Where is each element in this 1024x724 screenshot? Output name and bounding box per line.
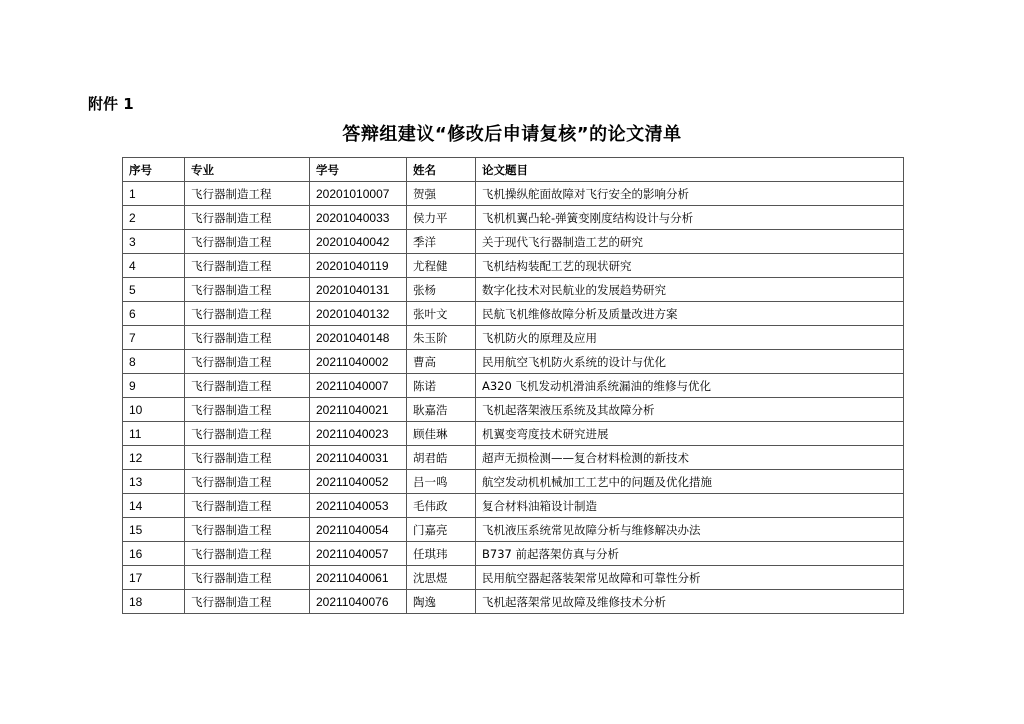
header-thesis-title: 论文题目 xyxy=(476,158,904,182)
cell-thesis-title: A320 飞机发动机滑油系统漏油的维修与优化 xyxy=(476,374,904,398)
cell-thesis-title: 民航飞机维修故障分析及质量改进方案 xyxy=(476,302,904,326)
table-row xyxy=(123,206,904,230)
cell-name: 毛伟政 xyxy=(407,494,476,518)
cell-major: 飞行器制造工程 xyxy=(185,278,310,302)
cell-name: 沈思煜 xyxy=(407,566,476,590)
cell-student-id: 20211040054 xyxy=(310,518,407,542)
cell-index: 12 xyxy=(123,446,185,470)
table-row xyxy=(123,542,904,566)
cell-name: 耿嘉浩 xyxy=(407,398,476,422)
table-row xyxy=(123,326,904,350)
cell-student-id: 20211040007 xyxy=(310,374,407,398)
table-row xyxy=(123,302,904,326)
header-index: 序号 xyxy=(123,158,185,182)
cell-student-id: 20201040042 xyxy=(310,230,407,254)
cell-name: 贺强 xyxy=(407,182,476,206)
cell-thesis-title: 数字化技术对民航业的发展趋势研究 xyxy=(476,278,904,302)
cell-index: 6 xyxy=(123,302,185,326)
cell-index: 2 xyxy=(123,206,185,230)
cell-major: 飞行器制造工程 xyxy=(185,566,310,590)
cell-major: 飞行器制造工程 xyxy=(185,398,310,422)
cell-major: 飞行器制造工程 xyxy=(185,230,310,254)
cell-name: 陈诺 xyxy=(407,374,476,398)
cell-thesis-title: 飞机起落架液压系统及其故障分析 xyxy=(476,398,904,422)
cell-student-id: 20201040148 xyxy=(310,326,407,350)
cell-thesis-title: 民用航空飞机防火系统的设计与优化 xyxy=(476,350,904,374)
cell-major: 飞行器制造工程 xyxy=(185,494,310,518)
cell-student-id: 20211040061 xyxy=(310,566,407,590)
table-row xyxy=(123,566,904,590)
cell-thesis-title: 飞机起落架常见故障及维修技术分析 xyxy=(476,590,904,614)
cell-thesis-title: B737 前起落架仿真与分析 xyxy=(476,542,904,566)
cell-major: 飞行器制造工程 xyxy=(185,542,310,566)
table-row xyxy=(123,278,904,302)
cell-name: 吕一鸣 xyxy=(407,470,476,494)
cell-thesis-title: 飞机操纵舵面故障对飞行安全的影响分析 xyxy=(476,182,904,206)
cell-name: 顾佳琳 xyxy=(407,422,476,446)
cell-student-id: 20201040132 xyxy=(310,302,407,326)
table-row xyxy=(123,470,904,494)
header-name: 姓名 xyxy=(407,158,476,182)
cell-name: 任琪玮 xyxy=(407,542,476,566)
attachment-label: 附件 1 xyxy=(88,95,134,113)
cell-student-id: 20211040052 xyxy=(310,470,407,494)
cell-index: 7 xyxy=(123,326,185,350)
cell-thesis-title: 民用航空器起落装架常见故障和可靠性分析 xyxy=(476,566,904,590)
table-header-row xyxy=(123,158,904,182)
cell-thesis-title: 飞机结构装配工艺的现状研究 xyxy=(476,254,904,278)
cell-name: 门嘉亮 xyxy=(407,518,476,542)
cell-name: 张叶文 xyxy=(407,302,476,326)
cell-thesis-title: 飞机机翼凸轮-弹簧变刚度结构设计与分析 xyxy=(476,206,904,230)
cell-index: 18 xyxy=(123,590,185,614)
cell-index: 1 xyxy=(123,182,185,206)
header-student-id: 学号 xyxy=(310,158,407,182)
cell-index: 8 xyxy=(123,350,185,374)
cell-name: 朱玉阶 xyxy=(407,326,476,350)
cell-name: 季洋 xyxy=(407,230,476,254)
cell-name: 曹高 xyxy=(407,350,476,374)
cell-student-id: 20211040057 xyxy=(310,542,407,566)
table-row xyxy=(123,590,904,614)
cell-student-id: 20201010007 xyxy=(310,182,407,206)
cell-student-id: 20201040033 xyxy=(310,206,407,230)
cell-name: 尤程健 xyxy=(407,254,476,278)
cell-student-id: 20201040131 xyxy=(310,278,407,302)
cell-index: 15 xyxy=(123,518,185,542)
cell-index: 4 xyxy=(123,254,185,278)
cell-major: 飞行器制造工程 xyxy=(185,350,310,374)
table-row xyxy=(123,518,904,542)
cell-index: 16 xyxy=(123,542,185,566)
table-row xyxy=(123,446,904,470)
cell-major: 飞行器制造工程 xyxy=(185,206,310,230)
cell-thesis-title: 航空发动机机械加工工艺中的问题及优化措施 xyxy=(476,470,904,494)
table-row xyxy=(123,422,904,446)
cell-major: 飞行器制造工程 xyxy=(185,326,310,350)
table-row xyxy=(123,374,904,398)
cell-major: 飞行器制造工程 xyxy=(185,422,310,446)
cell-student-id: 20211040053 xyxy=(310,494,407,518)
table-row xyxy=(123,254,904,278)
cell-student-id: 20211040076 xyxy=(310,590,407,614)
cell-thesis-title: 飞机防火的原理及应用 xyxy=(476,326,904,350)
table-row xyxy=(123,350,904,374)
cell-index: 3 xyxy=(123,230,185,254)
cell-major: 飞行器制造工程 xyxy=(185,302,310,326)
cell-major: 飞行器制造工程 xyxy=(185,254,310,278)
thesis-list-table xyxy=(122,157,904,614)
cell-index: 17 xyxy=(123,566,185,590)
header-major: 专业 xyxy=(185,158,310,182)
cell-major: 飞行器制造工程 xyxy=(185,590,310,614)
cell-major: 飞行器制造工程 xyxy=(185,470,310,494)
cell-student-id: 20211040023 xyxy=(310,422,407,446)
cell-major: 飞行器制造工程 xyxy=(185,518,310,542)
table-row xyxy=(123,398,904,422)
cell-thesis-title: 关于现代飞行器制造工艺的研究 xyxy=(476,230,904,254)
cell-major: 飞行器制造工程 xyxy=(185,446,310,470)
cell-student-id: 20211040002 xyxy=(310,350,407,374)
cell-index: 11 xyxy=(123,422,185,446)
cell-name: 陶逸 xyxy=(407,590,476,614)
cell-name: 侯力平 xyxy=(407,206,476,230)
cell-index: 13 xyxy=(123,470,185,494)
cell-major: 飞行器制造工程 xyxy=(185,182,310,206)
table-row xyxy=(123,230,904,254)
cell-index: 5 xyxy=(123,278,185,302)
page-title: 答辩组建议“修改后申请复核”的论文清单 xyxy=(342,124,682,145)
table-row xyxy=(123,182,904,206)
cell-major: 飞行器制造工程 xyxy=(185,374,310,398)
cell-index: 14 xyxy=(123,494,185,518)
cell-thesis-title: 超声无损检测——复合材料检测的新技术 xyxy=(476,446,904,470)
cell-student-id: 20211040021 xyxy=(310,398,407,422)
cell-thesis-title: 飞机液压系统常见故障分析与维修解决办法 xyxy=(476,518,904,542)
cell-student-id: 20211040031 xyxy=(310,446,407,470)
table-row xyxy=(123,494,904,518)
cell-name: 张杨 xyxy=(407,278,476,302)
cell-student-id: 20201040119 xyxy=(310,254,407,278)
cell-index: 9 xyxy=(123,374,185,398)
cell-thesis-title: 机翼变弯度技术研究进展 xyxy=(476,422,904,446)
cell-index: 10 xyxy=(123,398,185,422)
cell-name: 胡君皓 xyxy=(407,446,476,470)
cell-thesis-title: 复合材料油箱设计制造 xyxy=(476,494,904,518)
